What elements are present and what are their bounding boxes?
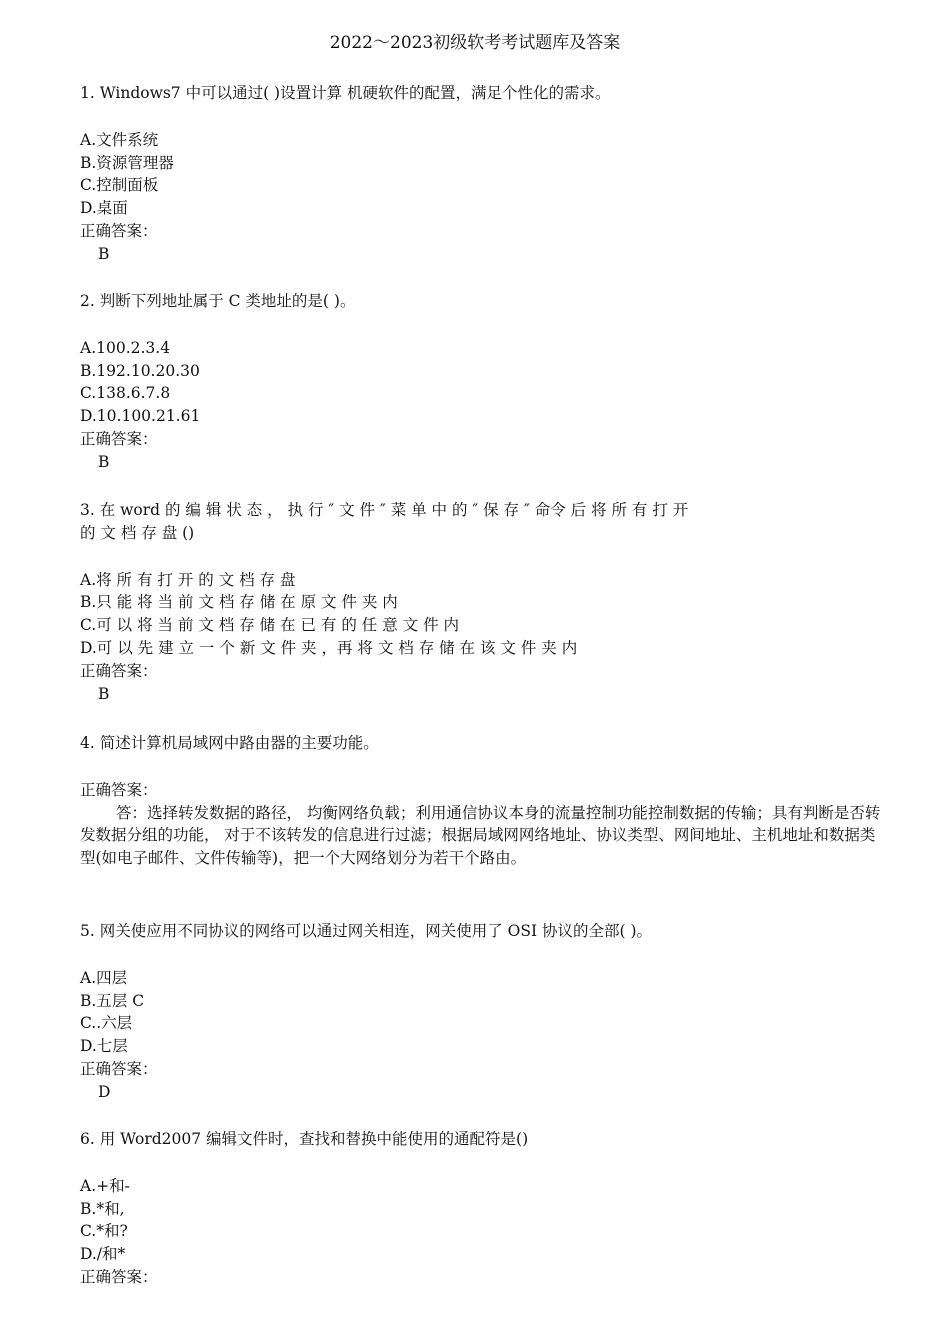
question-stem: 2. 判断下列地址属于 C 类地址的是( )。 — [80, 292, 356, 310]
option-a: A.文件系统 — [80, 130, 159, 149]
answer-label: 正确答案： — [80, 1267, 158, 1286]
question-stem-line-2: 的 文 档 存 盘 () — [80, 523, 195, 542]
option-d: D.可 以 先 建 立 一 个 新 文 件 夹 ，再 将 文 档 存 储 在 该 文 件 夹 内 — [80, 638, 578, 657]
option-a: A.+和- — [80, 1176, 130, 1195]
answer-value: B — [98, 452, 110, 471]
question-stem: 5. 网关使应用不同协议的网络可以通过网关相连，网关使用了 OSI 协议的全部( )。 — [80, 922, 653, 940]
answer-label: 正确答案： — [80, 221, 158, 240]
answer-label: 正确答案： — [80, 661, 158, 680]
question-stem: 4. 简述计算机局域网中路由器的主要功能。 — [80, 734, 379, 752]
answer-label: 正确答案： — [80, 1059, 158, 1078]
option-a: A.100.2.3.4 — [80, 338, 171, 357]
option-d: D./和* — [80, 1245, 126, 1264]
question-5 — [80, 920, 890, 1104]
option-b: B.192.10.20.30 — [80, 361, 200, 380]
answer-value: D — [98, 1082, 111, 1101]
question-stem: 1. Windows7 中可以通过( )设置计算 机硬软件的配置，满足个性化的需求。 — [80, 84, 611, 102]
option-c: C.*和? — [80, 1222, 128, 1241]
question-3 — [80, 499, 890, 705]
question-stem: 6. 用 Word2007 编辑文件时，查找和替换中能使用的通配符是() — [80, 1130, 529, 1148]
option-c: C..六层 — [80, 1014, 133, 1033]
answer-label: 正确答案： — [80, 429, 158, 448]
option-c: C.可 以 将 当 前 文 档 存 储 在 已 有 的 任 意 文 件 内 — [80, 616, 459, 635]
document-title: 2022～2023初级软考考试题库及答案 — [329, 33, 621, 53]
option-d: D.桌面 — [80, 199, 128, 218]
option-a: A.将 所 有 打 开 的 文 档 存 盘 — [80, 570, 296, 589]
option-a: A.四层 — [80, 968, 128, 987]
question-4 — [80, 732, 890, 870]
option-b: B.*和, — [80, 1199, 125, 1218]
question-stem-line-1: 3. 在 word 的 编 辑 状 态 ， 执 行 ″ 文 件 ″ 菜 单 中 的 ″ 保 存 ″ 命令 后 将 所 有 打 开 — [80, 501, 689, 519]
option-c: C.控制面板 — [80, 176, 159, 195]
option-b: B.资源管理器 — [80, 153, 174, 172]
answer-value: B — [98, 684, 110, 703]
question-1 — [80, 82, 890, 266]
answer-text: 答：选择转发数据的路径， 均衡网络负载；利用通信协议本身的流量控制功能控制数据的传输；具有判断是否转发数据分组的功能， 对于不该转发的信息进行过滤；根据局域网网络地址、协议类型、网间地址、主机地址和数据类型(如电子邮件、文件传输等)，把一个大网络划分为若干个路由。 — [80, 803, 881, 868]
answer-label: 正确答案： — [80, 780, 158, 799]
answer-value: B — [98, 244, 110, 263]
option-d: D.七层 — [80, 1037, 128, 1056]
option-c: C.138.6.7.8 — [80, 384, 171, 403]
question-2 — [80, 290, 890, 474]
option-b: B.五层 C — [80, 991, 145, 1010]
option-d: D.10.100.21.61 — [80, 407, 201, 426]
question-6 — [80, 1128, 890, 1289]
option-b: B.只 能 将 当 前 文 档 存 储 在 原 文 件 夹 内 — [80, 593, 398, 612]
